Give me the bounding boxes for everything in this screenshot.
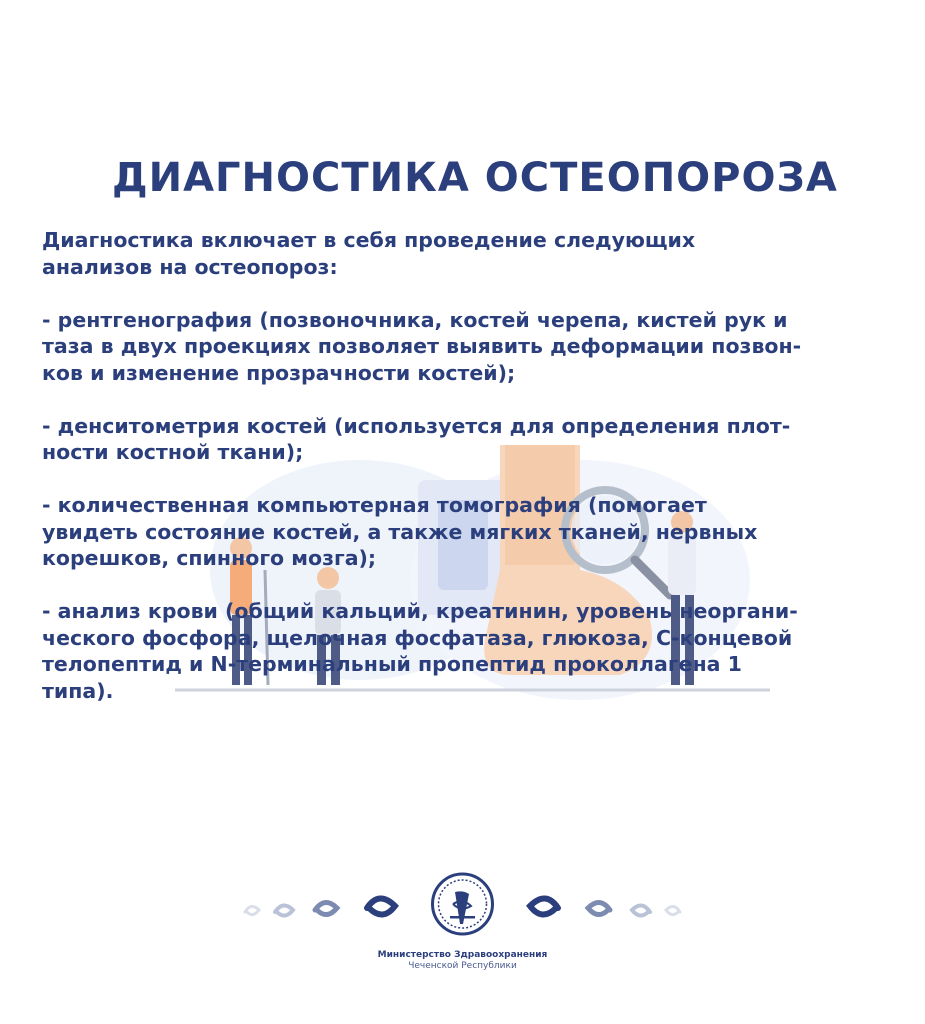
text-line: корешков, спинного мозга); [42, 546, 377, 570]
diagnostic-text [42, 227, 892, 704]
footer-ornament [235, 868, 690, 940]
list-item-ct [42, 492, 892, 572]
text-line: телопептид и N-терминальный пропептид проколлагена 1 [42, 652, 742, 676]
text-line: типа). [42, 678, 114, 703]
ministry-region: Чеченской Республики [408, 961, 517, 971]
text-line: - рентгенография (позвоночника, костей черепа, кистей рук и [42, 307, 788, 332]
text-line: ков и изменение прозрачности костей); [42, 360, 516, 385]
list-item-radiography [42, 307, 892, 387]
text-line: - денситометрия костей (используется для определения плот- [42, 413, 791, 438]
text-line: - количественная компьютерная томография (помогает [42, 493, 707, 517]
page-title: ДИАГНОСТИКА ОСТЕОПОРОЗА [112, 155, 838, 201]
text-line: анализов на остеопороз: [42, 254, 338, 279]
text-line: Диагностика включает в себя проведение следующих [42, 228, 696, 252]
text-line: увидеть состояние костей, а также мягких тканей, нервных [42, 519, 758, 544]
text-line: ческого фосфора, щелочная фосфатаза, глюкоза, С-концевой [42, 625, 793, 650]
text-line: таза в двух проекциях позволяет выявить деформации позвон- [42, 334, 802, 358]
ministry-name: Министерство Здравоохранения [377, 950, 548, 960]
text-line: - анализ крови (общий кальций, креатинин, уровень неоргани- [42, 599, 798, 623]
list-item-blood-test [42, 598, 892, 704]
text-line: ности костной ткани); [42, 440, 304, 464]
list-item-densitometry [42, 413, 892, 466]
intro-paragraph [42, 227, 892, 280]
ministry-emblem-icon [433, 874, 493, 934]
